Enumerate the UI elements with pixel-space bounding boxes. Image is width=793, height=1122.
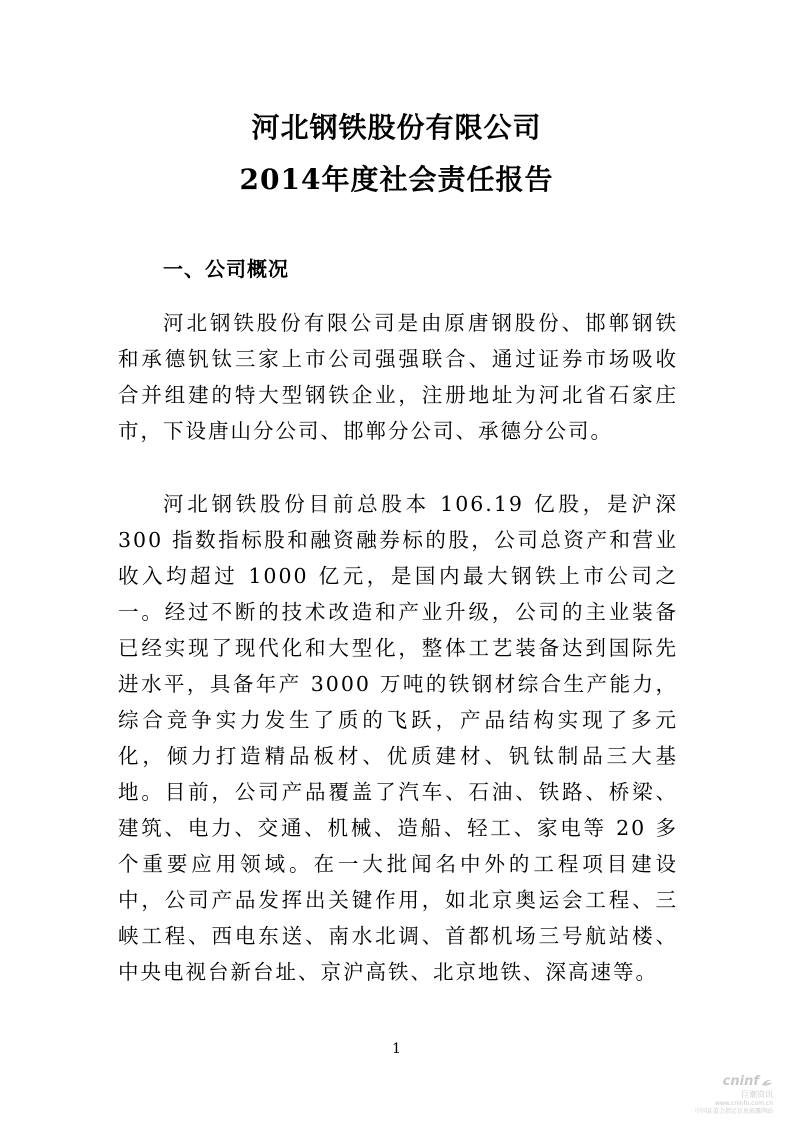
cninf-swirl-icon	[761, 1077, 773, 1087]
page-number: 1	[392, 1041, 401, 1057]
watermark-logo	[673, 1074, 773, 1090]
paragraph-company-intro: 河北钢铁股份有限公司是由原唐钢股份、邯郸钢铁和承德钒钛三家上市公司强强联合、通过证券市场吸收合并组建的特大型钢铁企业，注册地址为河北省石家庄市，下设唐山分公司、邯郸分公司、承德分公司。	[118, 311, 678, 443]
document-title: 河北钢铁股份有限公司	[251, 111, 542, 144]
cninfo-watermark	[673, 1074, 773, 1116]
watermark-logo-text: cninf	[722, 1074, 759, 1089]
document-subtitle: 2014年度社会责任报告	[239, 163, 554, 196]
paragraph-company-details: 河北钢铁股份目前总股本 106.19 亿股，是沪深 300 指数指标股和融资融券标的股，公司总资产和营业收入均超过 1000 亿元，是国内最大钢铁上市公司之一。经过不断的技术改造和产业升级，公司的主业装备已经实现了现代化和大型化，整体工艺装备达到国际先进水平，具备年产 3000 万吨的铁钢材综合生产能力，综合竞争实力发生了质的飞跃，产品结构实现了多元化，倾力打造精品板材、优质建材、钒钛制品三大基地。目前，公司产品覆盖了汽车、石油、铁路、桥梁、建筑、电力、交通、机械、造船、轻工、家电等 20 多个重要应用领域。在一大批闻名中外的工程项目建设中，公司产品发挥出关键作用，如北京奥运会工程、三峡工程、西电东送、南水北调、首都机场三号航站楼、中央电视台新台址、京沪高铁、北京地铁、深高速等。	[118, 492, 678, 984]
section-heading: 一、公司概况	[163, 257, 289, 281]
watermark-tagline: 中国证监会指定信息披露网站	[694, 1108, 773, 1115]
watermark-url: www.cninfo.com.cn	[714, 1100, 773, 1107]
watermark-name: 巨潮资讯	[741, 1090, 773, 1099]
